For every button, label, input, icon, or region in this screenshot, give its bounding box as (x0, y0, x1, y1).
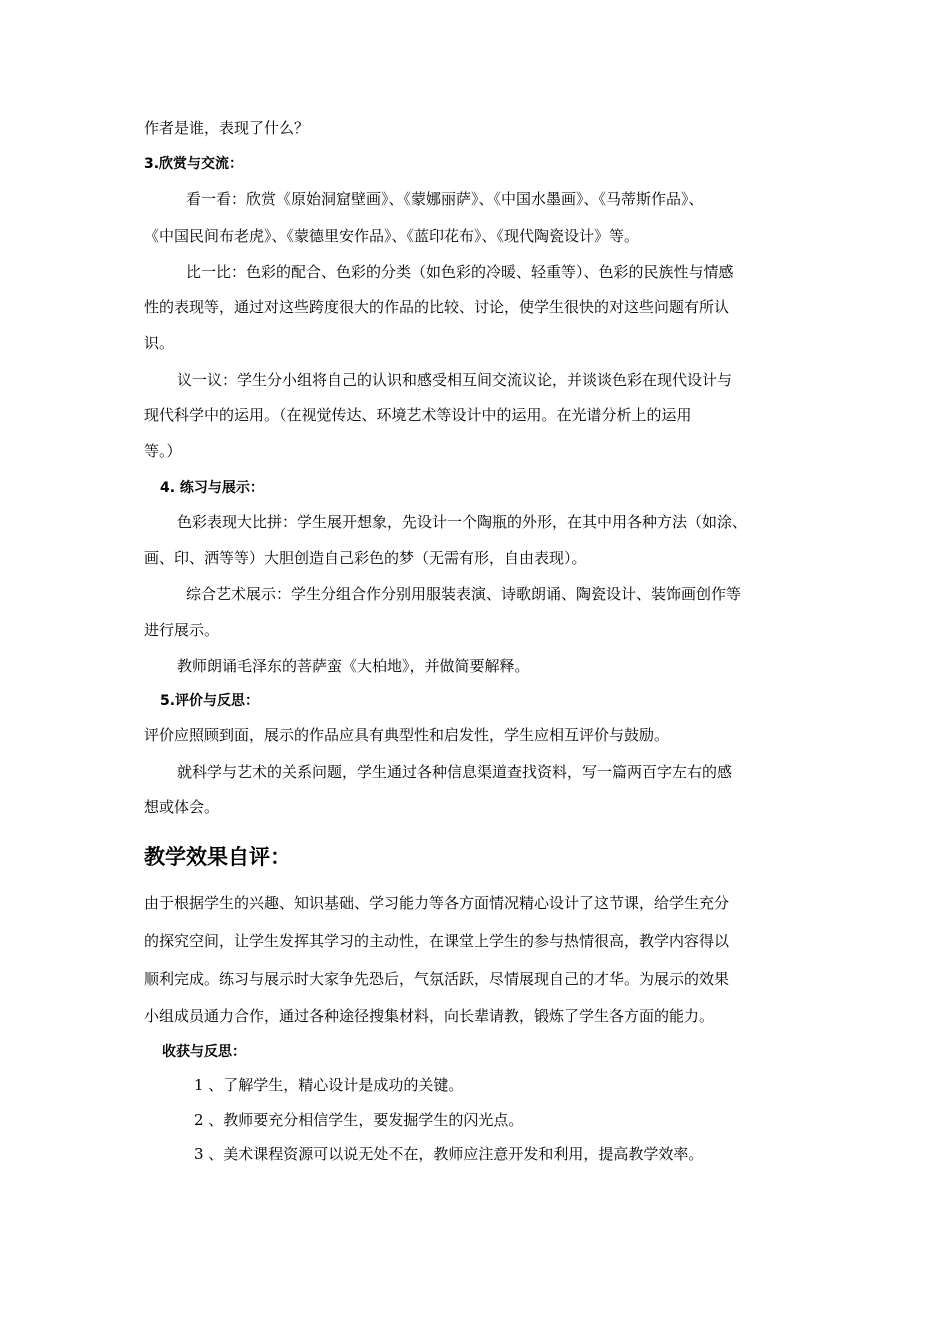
s3-look-line-1: 看一看：欣赏《原始洞窟壁画》、《蒙娜丽萨》、《中国水墨画》、《马蒂斯作品》、 (186, 190, 704, 208)
s3-compare-line-3: 识。 (144, 334, 175, 352)
s3-compare-line-1: 比一比：色彩的配合、色彩的分类（如色彩的冷暖、轻重等）、色彩的民族性与情感 (186, 263, 734, 281)
s5-para-2-line-1: 就科学与艺术的关系问题，学生通过各种信息渠道查找资料，写一篇两百字左右的感 (177, 763, 733, 781)
evaluation-title: 教学效果自评： (144, 845, 291, 869)
s3-discuss-line-3: 等。） (144, 442, 182, 460)
s3-compare-line-2: 性的表现等，通过对这些跨度很大的作品的比较、讨论，使学生很快的对这些问题有所认 (144, 298, 730, 316)
s4-para-2-line-1: 综合艺术展示：学生分组合作分别用服装表演、诗歌朗诵、陶瓷设计、装饰画创作等 (186, 585, 742, 603)
reflection-item: 2 、教师要充分相信学生，要发掘学生的闪光点。 (194, 1111, 524, 1129)
s4-para-2-line-2: 进行展示。 (144, 621, 220, 639)
section-5-heading: 5.评价与反思： (160, 693, 260, 709)
section-3-heading: 3.欣赏与交流： (144, 156, 244, 172)
s4-para-3: 教师朗诵毛泽东的菩萨蛮《大柏地》，并做简要解释。 (177, 657, 530, 675)
s5-para-1: 评价应照顾到面，展示的作品应具有典型性和启发性，学生应相互评价与鼓励。 (144, 726, 670, 744)
s3-look-line-2: 《中国民间布老虎》、《蒙德里安作品》、《蓝印花布》、《现代陶瓷设计》等。 (144, 227, 640, 245)
s3-discuss-line-1: 议一议：学生分小组将自己的认识和感受相互间交流议论，并谈谈色彩在现代设计与 (177, 371, 733, 389)
evaluation-line-4: 小组成员通力合作，通过各种途径搜集材料，向长辈请教，锻炼了学生各方面的能力。 (144, 1007, 715, 1025)
evaluation-line-3: 顺利完成。练习与展示时大家争先恐后，气氛活跃，尽情展现自己的才华。为展示的效果 (144, 970, 730, 988)
s5-para-2-line-2: 想或体会。 (144, 798, 220, 816)
s3-discuss-line-2: 现代科学中的运用。（在视觉传达、环境艺术等设计中的运用。在光谱分析上的运用 (144, 406, 692, 424)
reflection-heading: 收获与反思： (162, 1044, 246, 1060)
evaluation-line-1: 由于根据学生的兴趣、知识基础、学习能力等各方面情况精心设计了这节课，给学生充分 (144, 894, 730, 912)
section-4-heading: 4. 练习与展示： (160, 480, 264, 496)
reflection-item: 1 、了解学生，精心设计是成功的关键。 (194, 1076, 464, 1094)
s4-para-1-line-2: 画、印、洒等等）大胆创造自己彩色的梦（无需有形，自由表现）。 (144, 549, 587, 567)
evaluation-line-2: 的探究空间，让学生发挥其学习的主动性，在课堂上学生的参与热情很高，教学内容得以 (144, 932, 730, 950)
s4-para-1-line-1: 色彩表现大比拼：学生展开想象，先设计一个陶瓶的外形，在其中用各种方法（如涂、 (177, 513, 748, 531)
intro-line: 作者是谁，表现了什么？ (144, 119, 310, 137)
reflection-item: 3 、美术课程资源可以说无处不在，教师应注意开发和利用，提高教学效率。 (194, 1145, 704, 1163)
